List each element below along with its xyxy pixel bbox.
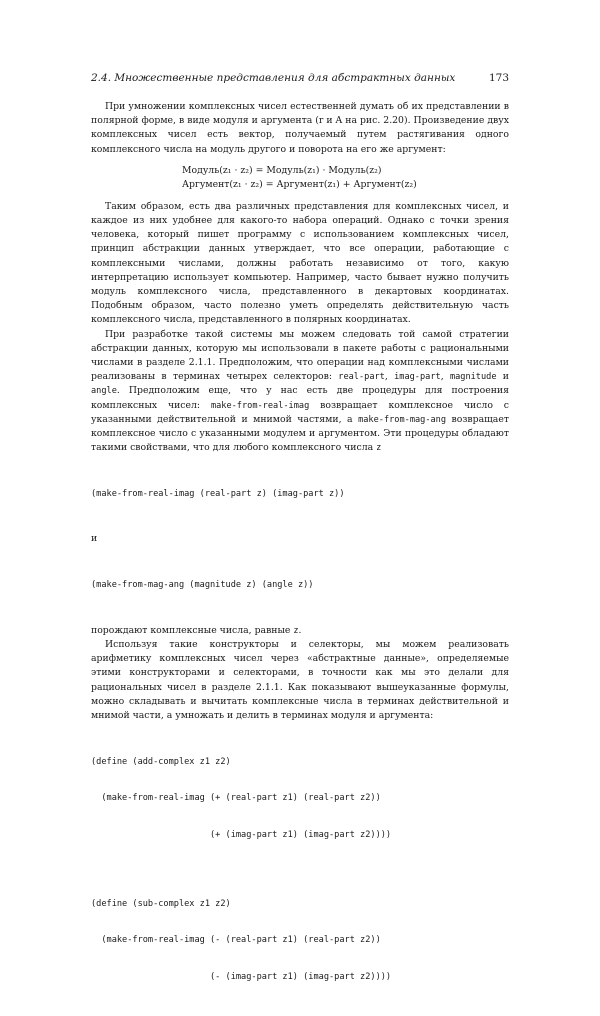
conjunction-and: и xyxy=(91,533,98,545)
code-add-complex xyxy=(91,731,509,865)
code-imag-part: imag-part xyxy=(394,372,441,383)
code-line: (make-from-mag-ang (magnitude z) (angle z)) xyxy=(91,580,314,591)
code-z: z xyxy=(293,625,299,636)
code-make-from-mag-ang: make-from-mag-ang xyxy=(358,414,447,425)
code-line: (make-from-real-imag (real-part z) (imag-part z)) xyxy=(91,488,345,499)
code-angle: angle xyxy=(91,386,117,397)
section-title: 2.4. Множественные представления для абстрактных данных xyxy=(91,72,456,84)
paragraph-polar-form: При умножении комплексных чисел естественней думать об их представлении в полярной форме, в виде модуля и аргумента (r и A на рис. 2.20). Произведение двух комплексных чисел есть вектор, получаемый путем растягивания одного комплексного числа на модуль другого и поворота на его же аргумент: xyxy=(91,101,509,155)
code-line: (- (imag-part z1) (imag-part z2)))) xyxy=(91,971,392,982)
formula-argument: Аргумент(z₁ · z₂) = Аргумент(z₁) + Аргумент(z₂) xyxy=(182,179,417,191)
text-run: возвращает комплексное число с указанными действительной и мнимой частями, а xyxy=(91,399,509,425)
code-make-from-real-imag-expr xyxy=(91,463,509,524)
code-make-from-real-imag: make-from-real-imag xyxy=(210,400,310,411)
code-line: (define (add-complex z1 z2) xyxy=(91,756,231,767)
running-header xyxy=(91,72,509,84)
code-line: (make-from-real-imag (- (real-part z1) (real-part z2)) xyxy=(91,935,381,946)
text-run: При разработке такой системы мы можем следовать той самой стратегии абстракции данных, которую мы использовали в пакете работы с рациональными числами в разделе 2.1.1. Предположим, что операции над комплексными числами реализованы в терминах четырех селекторов: xyxy=(91,328,509,383)
text-run: и xyxy=(496,371,509,383)
paragraph-arithmetic: Используя такие конструкторы и селекторы, мы можем реализовать арифметику комплексных чисел через «абстрактные данные», определяемые этими конструкторами и селекторами, в точности как мы это делали для рациональных чисел в разделе 2.1.1. Как показывают вышеуказанные формулы, можно складывать и вычитать комплексные числа в терминах действительной и мнимой части, а умножать и делить в терминах модуля и аргумента: xyxy=(91,638,509,721)
paragraph-selectors xyxy=(91,328,509,456)
code-line: (make-from-real-imag (+ (real-part z1) (real-part z2)) xyxy=(91,793,381,804)
code-sub-complex xyxy=(91,873,509,1007)
paragraph-equal-z xyxy=(91,624,509,638)
code-real-part: real-part xyxy=(338,372,385,383)
formula-modulus: Модуль(z₁ · z₂) = Модуль(z₁) · Модуль(z₂) xyxy=(182,164,382,176)
text-run: , xyxy=(384,371,395,383)
code-line: (define (sub-complex z1 z2) xyxy=(91,898,231,909)
formula-block xyxy=(182,164,509,193)
page-body xyxy=(91,100,509,1016)
page-number: 173 xyxy=(488,72,509,84)
code-z: z xyxy=(376,443,382,454)
text-run: , xyxy=(440,371,450,383)
code-magnitude: magnitude xyxy=(449,372,497,383)
code-line: (+ (imag-part z1) (imag-part z2)))) xyxy=(91,829,392,840)
paragraph-two-representations: Таким образом, есть два различных представления для комплексных чисел, и каждое из них удобнее для какого-то набора операций. Однако с точки зрения человека, который пишет программу с использованием комплексных чисел, принцип абстракции данных утверждает, что все операции, работающие с комплексными числами, должны работать независимо от того, какую интерпретацию использует компьютер. Например, часто бывает нужно получить модуль комплексного числа, представленного в декартовых координатах. Подобным образом, часто полезно уметь определять действительную часть комплексного числа, представленного в полярных координатах. xyxy=(91,200,509,326)
code-make-from-mag-ang-expr xyxy=(91,555,509,616)
text-run: . Предположим еще, что у нас есть две процедуры для построения комплексных чисел: xyxy=(91,385,509,411)
text-run: порождают комплексные числа, равные xyxy=(91,624,294,636)
text-run: возвращает комплексное число с указанными модулем и аргументом. Эти процедуры обладают такими свойствами, что для любого комплексного числа xyxy=(91,413,509,454)
text-run: . xyxy=(298,624,302,636)
